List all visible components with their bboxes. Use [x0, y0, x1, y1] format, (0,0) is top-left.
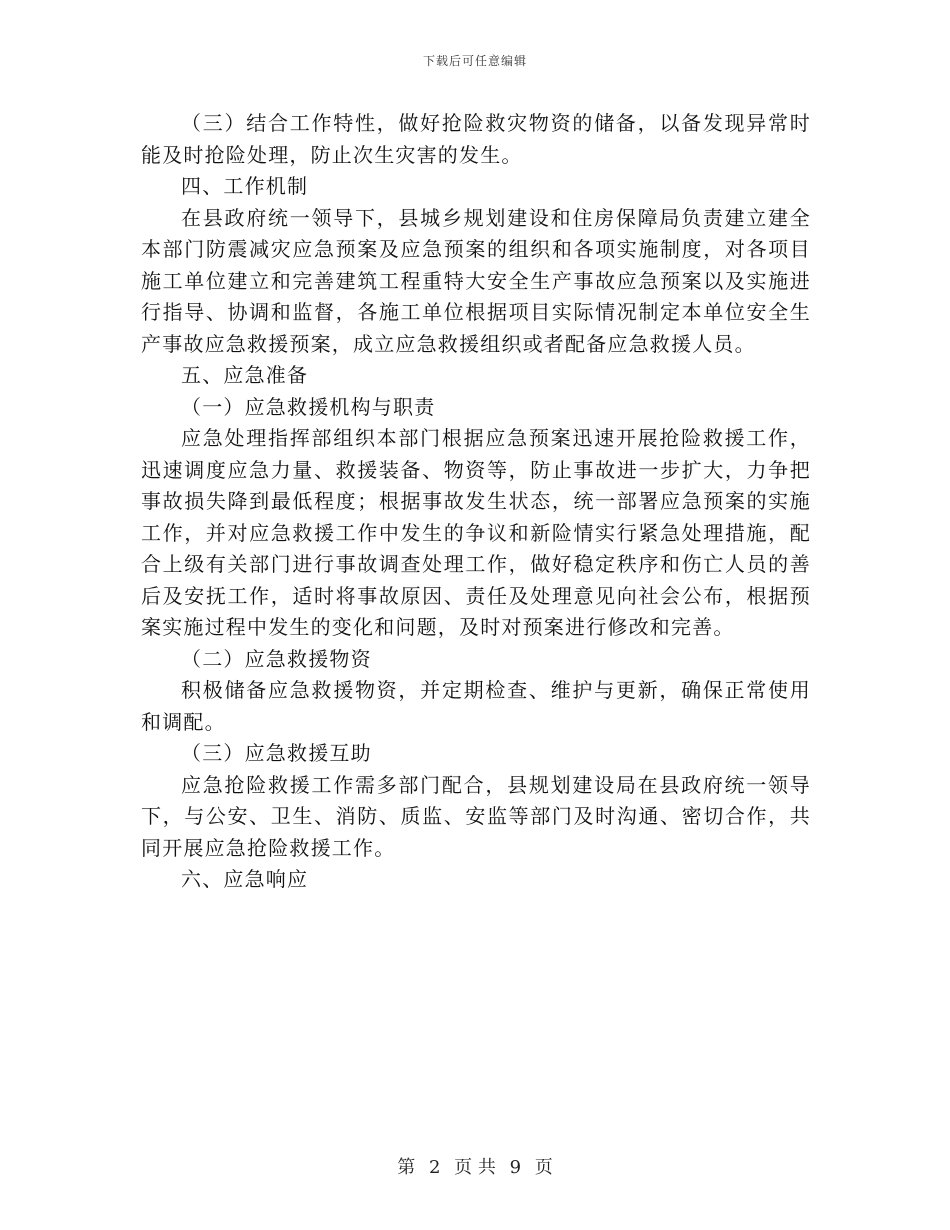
section-heading: 六、应急响应: [181, 867, 309, 891]
paragraph: （三）结合工作特性，做好抢险救灾物资的储备，以备发现异常时能及时抢险处理，防止次生灾害的发生。: [141, 111, 811, 167]
footer-middle: 页 共: [454, 1157, 496, 1178]
page-number: 2: [428, 1157, 441, 1178]
document-body: [141, 108, 811, 896]
paragraph: 应急抢险救援工作需多部门配合，县规划建设局在县政府统一领导下，与公安、卫生、消防、质监、安监等部门及时沟通、密切合作，共同开展应急抢险救援工作。: [141, 772, 811, 860]
subsection-heading: （二）应急救援物资: [181, 646, 372, 671]
subsection-heading: （一）应急救援机构与职责: [181, 394, 436, 419]
section-heading: 四、工作机制: [181, 174, 309, 198]
footer-prefix: 第: [397, 1157, 416, 1178]
page-footer: [0, 1153, 950, 1179]
paragraph: 应急处理指挥部组织本部门根据应急预案迅速开展抢险救援工作，迅速调度应急力量、救援装备、物资等，防止事故进一步扩大，力争把事故损失降到最低程度；根据事故发生状态，统一部署应急预案的实施工作，并对应急救援工作中发生的争议和新险情实行紧急处理措施，配合上级有关部门进行事故调查处理工作，做好稳定秩序和伤亡人员的善后及安抚工作，适时将事故原因、责任及处理意见向社会公布，根据预案实施过程中发生的变化和问题，及时对预案进行修改和完善。: [141, 426, 811, 639]
paragraph: 在县政府统一领导下，县城乡规划建设和住房保障局负责建立建全本部门防震减灾应急预案及应急预案的组织和各项实施制度，对各项目施工单位建立和完善建筑工程重特大安全生产事故应急预案以及实施进行指导、协调和监督，各施工单位根据项目实际情况制定本单位安全生产事故应急救援预案，成立应急救援组织或者配备应急救援人员。: [141, 205, 811, 356]
page-total: 9: [509, 1157, 522, 1178]
page-header: 下载后可任意编辑: [422, 54, 527, 68]
section-heading: 五、应急准备: [181, 363, 309, 387]
paragraph: 积极储备应急救援物资，并定期检查、维护与更新，确保正常使用和调配。: [141, 678, 811, 734]
subsection-heading: （三）应急救援互助: [181, 741, 372, 765]
footer-suffix: 页: [534, 1157, 553, 1178]
